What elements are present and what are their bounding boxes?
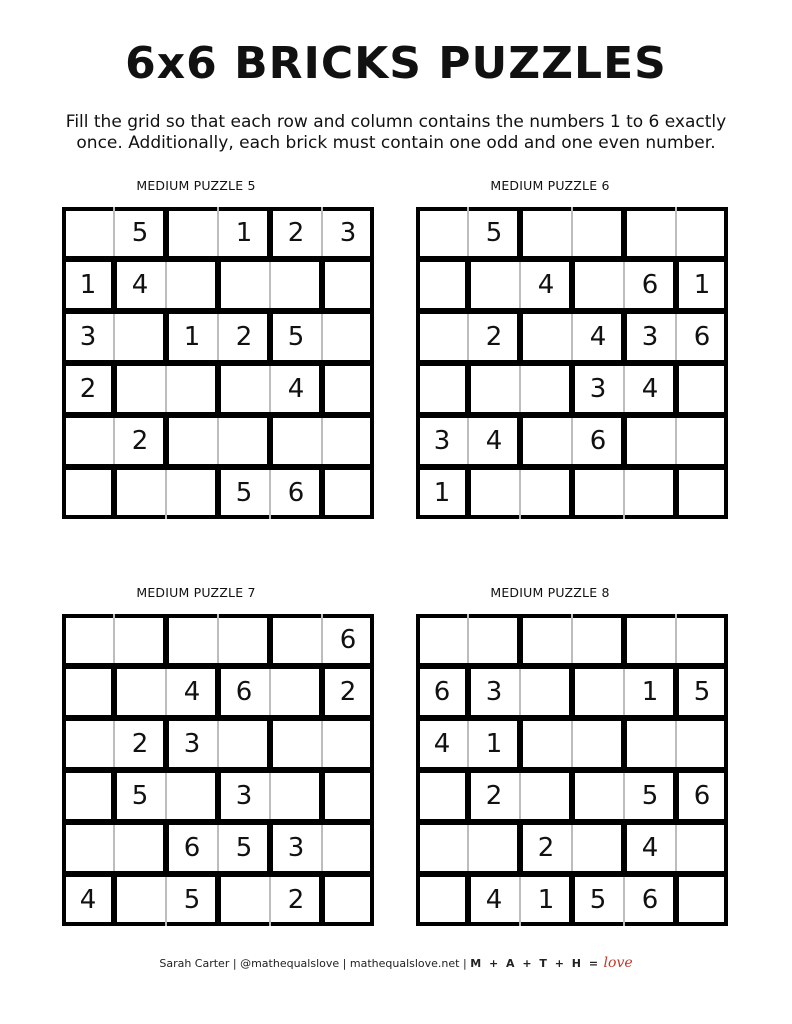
grid-cell: 5 (693, 677, 711, 707)
grid-cell (114, 311, 166, 363)
grid-cell: 2 (131, 729, 149, 759)
grid-cell (624, 207, 676, 259)
grid-cell: 3 (79, 322, 97, 352)
grid-cell (416, 614, 468, 666)
grid-cell (62, 822, 114, 874)
puzzle-grid-6 (416, 207, 728, 519)
grid-cell: 5 (589, 885, 607, 915)
grid-cell (572, 207, 624, 259)
grid-cell: 1 (79, 270, 97, 300)
grid-cell (416, 311, 468, 363)
grid-cell: 2 (287, 885, 305, 915)
grid-cell (322, 822, 374, 874)
grid-cell (322, 415, 374, 467)
grid-cell (270, 666, 322, 718)
grid-cell: 5 (485, 218, 503, 248)
grid-cell: 3 (235, 781, 253, 811)
grid-cell (572, 614, 624, 666)
footer-site: mathequalslove.net (349, 957, 460, 970)
grid-cell: 4 (287, 374, 305, 404)
grid-cell: 6 (693, 781, 711, 811)
grid-cell (416, 259, 468, 311)
grid-cell (676, 874, 728, 926)
grid-cell: 6 (287, 478, 305, 508)
grid-cell (416, 770, 468, 822)
grid-cell (676, 467, 728, 519)
grid-cell (114, 666, 166, 718)
puzzle-title-7: MEDIUM PUZZLE 7 (136, 585, 256, 600)
grid-cell (322, 718, 374, 770)
puzzle-grid-8 (416, 614, 728, 926)
grid-cell (520, 718, 572, 770)
grid-cell: 3 (589, 374, 607, 404)
grid-cell (270, 614, 322, 666)
grid-cell: 4 (485, 426, 503, 456)
grid-cell: 4 (433, 729, 451, 759)
grid-cell: 4 (537, 270, 555, 300)
grid-cell: 5 (235, 833, 253, 863)
footer-separator: | (462, 957, 467, 970)
grid-cell (520, 207, 572, 259)
grid-cell (218, 718, 270, 770)
grid-cell (520, 415, 572, 467)
grid-cell (166, 467, 218, 519)
grid-cell (468, 614, 520, 666)
grid-cell (218, 259, 270, 311)
grid-cell (62, 207, 114, 259)
grid-cell: 1 (537, 885, 555, 915)
grid-cell (114, 614, 166, 666)
grid-cell (572, 259, 624, 311)
grid-cell: 1 (641, 677, 659, 707)
puzzle-title-6: MEDIUM PUZZLE 6 (490, 178, 610, 193)
grid-cell (520, 770, 572, 822)
grid-cell: 4 (589, 322, 607, 352)
grid-cell (270, 718, 322, 770)
grid-cell: 1 (183, 322, 201, 352)
grid-cell (572, 822, 624, 874)
grid-cell (468, 259, 520, 311)
footer-love-logo: love (603, 955, 633, 971)
footer-handle: @mathequalslove (240, 957, 340, 970)
grid-cell: 6 (693, 322, 711, 352)
grid-cell (416, 207, 468, 259)
grid-cell (114, 874, 166, 926)
grid-cell (572, 666, 624, 718)
grid-cell (218, 614, 270, 666)
grid-cell: 3 (183, 729, 201, 759)
grid-cell: 4 (641, 833, 659, 863)
grid-cell (322, 770, 374, 822)
instructions: Fill the grid so that each row and column contains the numbers 1 to 6 exactly once. Additionally, each brick must contain one odd and one even number. (65, 112, 727, 153)
grid-cell: 4 (183, 677, 201, 707)
grid-cell: 4 (485, 885, 503, 915)
grid-cell (218, 874, 270, 926)
grid-cell: 1 (485, 729, 503, 759)
grid-cell: 3 (287, 833, 305, 863)
grid-cell: 5 (287, 322, 305, 352)
grid-cell: 6 (235, 677, 253, 707)
grid-cell (676, 718, 728, 770)
grid-cell (520, 311, 572, 363)
grid-cell (468, 822, 520, 874)
grid-cell (62, 718, 114, 770)
grid-cell (322, 467, 374, 519)
grid-cell (624, 467, 676, 519)
grid-cell (166, 415, 218, 467)
grid-cell: 2 (485, 322, 503, 352)
grid-cell (676, 207, 728, 259)
footer (0, 955, 792, 971)
grid-cell: 1 (433, 478, 451, 508)
footer-author: Sarah Carter (159, 957, 230, 970)
grid-cell (62, 666, 114, 718)
grid-cell (322, 363, 374, 415)
grid-cell: 6 (641, 270, 659, 300)
grid-cell: 2 (131, 426, 149, 456)
page-title: 6x6 BRICKS PUZZLES (125, 38, 667, 89)
grid-cell: 5 (131, 218, 149, 248)
grid-cell (572, 770, 624, 822)
grid-cell (218, 363, 270, 415)
grid-cell: 2 (339, 677, 357, 707)
grid-cell (520, 666, 572, 718)
grid-cell (572, 467, 624, 519)
grid-cell (166, 363, 218, 415)
grid-cell: 2 (485, 781, 503, 811)
grid-cell: 5 (235, 478, 253, 508)
grid-cell (624, 415, 676, 467)
puzzle-grid-7 (62, 614, 374, 926)
grid-cell (114, 467, 166, 519)
grid-cell: 6 (433, 677, 451, 707)
grid-cell: 6 (339, 625, 357, 655)
grid-cell: 2 (287, 218, 305, 248)
grid-cell (468, 467, 520, 519)
grid-cell (114, 822, 166, 874)
grid-cell (322, 311, 374, 363)
grid-cell: 4 (79, 885, 97, 915)
grid-cell: 3 (641, 322, 659, 352)
grid-cell (676, 415, 728, 467)
grid-cell: 6 (641, 885, 659, 915)
grid-cell: 5 (641, 781, 659, 811)
grid-cell (62, 415, 114, 467)
grid-cell (416, 822, 468, 874)
grid-cell (676, 822, 728, 874)
grid-cell (676, 363, 728, 415)
grid-cell (322, 259, 374, 311)
grid-cell (62, 467, 114, 519)
grid-cell: 2 (537, 833, 555, 863)
puzzle-title-8: MEDIUM PUZZLE 8 (490, 585, 610, 600)
footer-separator: | (342, 957, 347, 970)
grid-cell: 2 (235, 322, 253, 352)
grid-cell: 4 (641, 374, 659, 404)
grid-cell (62, 770, 114, 822)
grid-cell: 1 (693, 270, 711, 300)
grid-cell: 5 (183, 885, 201, 915)
grid-cell: 4 (131, 270, 149, 300)
puzzle-title-5: MEDIUM PUZZLE 5 (136, 178, 256, 193)
grid-cell (520, 614, 572, 666)
grid-cell: 3 (485, 677, 503, 707)
grid-cell (270, 770, 322, 822)
grid-cell (62, 614, 114, 666)
grid-cell (572, 718, 624, 770)
grid-cell (166, 770, 218, 822)
grid-cell: 6 (183, 833, 201, 863)
grid-cell (270, 259, 322, 311)
grid-cell: 1 (235, 218, 253, 248)
grid-cell (520, 363, 572, 415)
grid-cell (218, 415, 270, 467)
footer-logo: M + A + T + H = (470, 957, 601, 970)
grid-cell (468, 363, 520, 415)
grid-cell (676, 614, 728, 666)
grid-cell (624, 718, 676, 770)
grid-cell (624, 614, 676, 666)
grid-cell (166, 614, 218, 666)
grid-cell (166, 207, 218, 259)
footer-separator: | (232, 957, 237, 970)
grid-cell: 3 (433, 426, 451, 456)
grid-cell: 3 (339, 218, 357, 248)
grid-cell (270, 415, 322, 467)
grid-cell: 6 (589, 426, 607, 456)
grid-cell (166, 259, 218, 311)
grid-cell (416, 363, 468, 415)
grid-cell (114, 363, 166, 415)
grid-cell: 2 (79, 374, 97, 404)
grid-cell (322, 874, 374, 926)
grid-cell (416, 874, 468, 926)
grid-cell: 5 (131, 781, 149, 811)
grid-cell (520, 467, 572, 519)
puzzle-grid-5 (62, 207, 374, 519)
